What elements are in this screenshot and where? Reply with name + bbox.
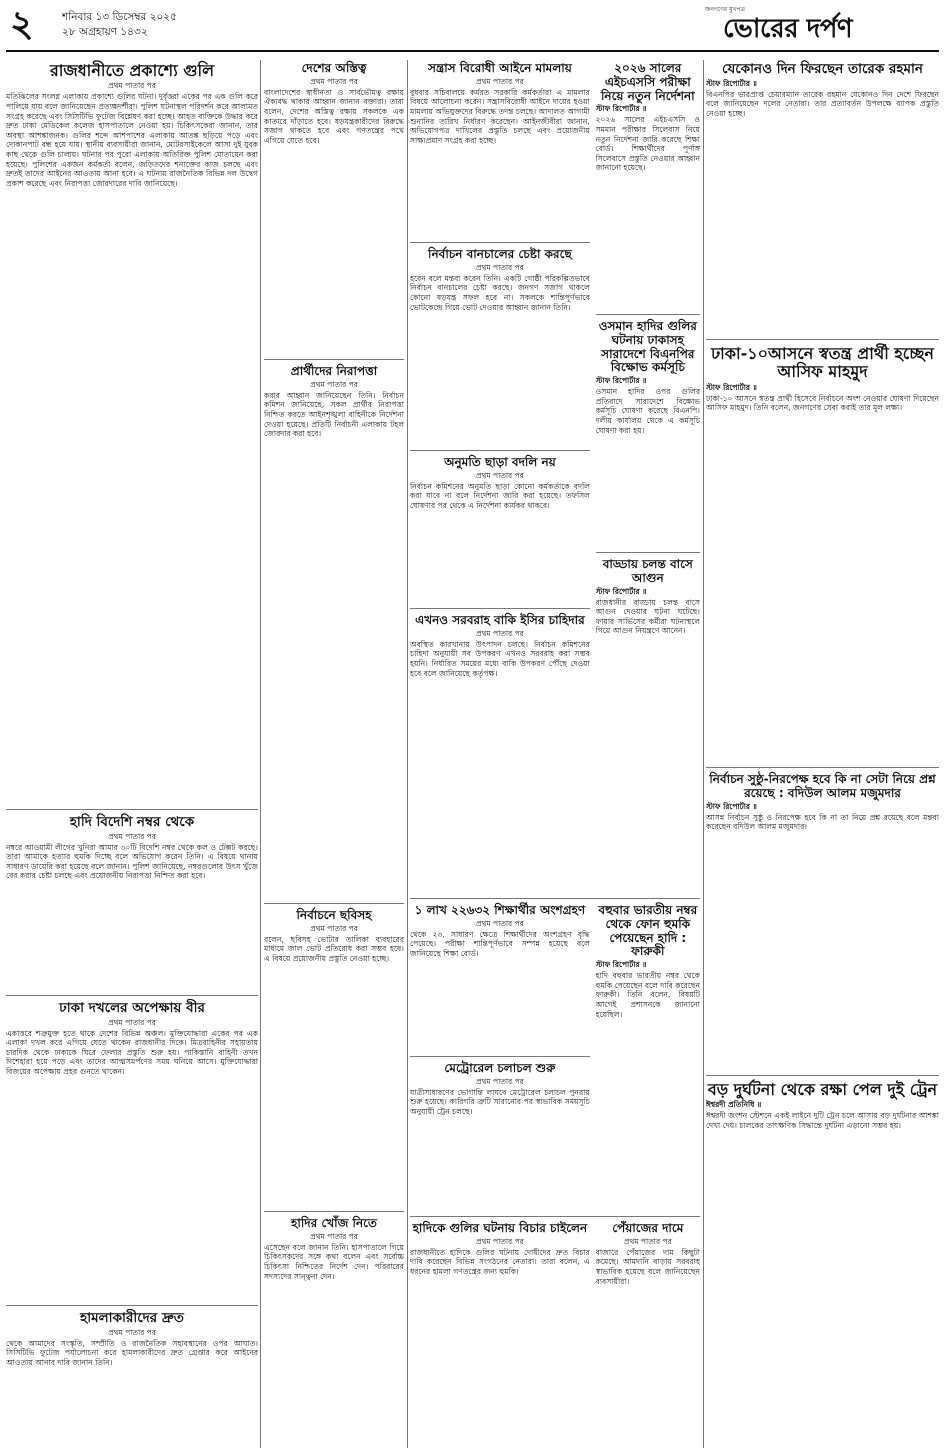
separator <box>410 1056 590 1057</box>
column-3-bottom-split <box>410 1220 700 1374</box>
byline: প্রথম পাতার পর <box>475 1076 524 1086</box>
separator <box>596 314 700 315</box>
headline: ঢাকা দখলের অপেক্ষায় বীর <box>59 1000 205 1016</box>
story-metrorail <box>410 1060 590 1210</box>
story-body: রাজধানীতে হাদিকে গুলির ঘটনায় দোষীদের দ্রুত বিচার দাবি করেছেন বিভিন্ন সংগঠনের নেতারা। তারা বলেন, এ ধরনের হামলা গণতন্ত্রের জন্য হুমকি। <box>410 1247 590 1276</box>
headline: প্রার্থীদের নিরাপত্তা <box>290 364 378 378</box>
story-country-existence <box>264 60 404 355</box>
story-body: একাত্তরে শত্রুমুক্ত হতে থাকে দেশের বিভিন্ন অঞ্চল। মুক্তিযোদ্ধারা একের পর এক এলাকা দখল করে এগিয়ে যেতে থাকেন রাজধানীর দিকে। মিত্রবাহিনীর সহায়তায় চারদিক থেকে ঢাকাকে ঘিরে ফেলার প্রস্তুতি শুরু হয়। পাকিস্তানি বাহিনী তখন দিশেহারা হয়ে পড়ে এবং তাদের আত্মসমর্পণের সময় ঘনিয়ে আসে। মুক্তিযোদ্ধারা বিজয়ের অপেক্ষায় প্রহর গুনতে থাকেন। <box>6 1028 258 1076</box>
story-body: বলেন, ছবিসহ ভোটার তালিকা ব্যবহারের মাধ্যমে জাল ভোট প্রতিরোধ করা সম্ভব হবে। এ বিষয়ে প্রয়োজনীয় প্রস্তুতি নেওয়া হচ্ছে। <box>264 934 404 963</box>
headline: বাড্ডায় চলন্ত বাসে আগুন <box>602 557 693 585</box>
byline: প্রথম পাতার পর <box>108 831 156 841</box>
story-body: যাত্রীসাধারণের ভোগান্তি লাঘবে মেট্রোরেল চলাচল পুনরায় শুরু হয়েছে। কারিগরি ত্রুটি সারানোর পর স্বাভাবিক সময়সূচি অনুযায়ী ট্রেন চলছে। <box>410 1087 590 1116</box>
column-3-lower-left <box>410 902 590 1214</box>
column-rule <box>260 60 261 1448</box>
byline: প্রথম পাতার পর <box>623 1236 672 1246</box>
story-body: হবেন বলে মন্তব্য করেন তিনি। একটি গোষ্ঠী পরিকল্পিতভাবে নির্বাচন বানচালের চেষ্টা করছে। জনগণ সজাগ থাকলে কোনো ষড়যন্ত্র সফল হবে না। সকলকে শান্তিপূর্ণভাবে ভোটকেন্দ্রে গিয়ে ভোট দেওয়ার আহ্বান জানান তিনি। <box>410 273 590 312</box>
column-3-lower-right <box>596 902 700 1214</box>
separator <box>596 552 700 553</box>
separator <box>264 1211 404 1212</box>
headline: হাদিকে গুলির ঘটনায় বিচার চাইলেন <box>412 1221 588 1235</box>
separator <box>264 903 404 904</box>
story-bnp-protest <box>596 318 700 548</box>
story-body: এসেছেন বলে জানান তিনি। হাসপাতালে গিয়ে চিকিৎসকদের সঙ্গে কথা বলেন এবং সর্বোচ্চ চিকিৎসা নিশ্চিতের নির্দেশ দেন। পরিবারের সদস্যদের সান্ত্বনা দেন। <box>264 1242 404 1281</box>
separator <box>264 359 404 360</box>
separator <box>706 1075 939 1076</box>
headline: ঢাকা-১০আসনে স্বতন্ত্র প্রার্থী হচ্ছেন আসিফ মাহমুদ <box>711 344 934 382</box>
headline: ১ লাখ ২২৬৩২ শিক্ষার্থীর অংশগ্রহণ <box>414 903 586 917</box>
headline: নির্বাচনে ছবিসহ <box>296 908 372 922</box>
headline: বড় দুর্ঘটনা থেকে রক্ষা পেল দুই ট্রেন <box>707 1080 938 1099</box>
story-body: বাংলাদেশের স্বাধীনতা ও সার্বভৌমত্ব রক্ষায় ঐক্যবদ্ধ থাকার আহ্বান জানান বক্তারা। তারা বলেন, দেশের অস্তিত্ব রক্ষায় সকলকে এক কাতারে দাঁড়াতে হবে। ষড়যন্ত্রকারীদের বিরুদ্ধে সজাগ থাকতে হবে এবং গণতন্ত্রের পথে এগিয়ে যেতে হবে। <box>264 87 404 145</box>
headline: অনুমতি ছাড়া বদলি নয় <box>444 455 556 469</box>
story-body: বিএনপির ভারপ্রাপ্ত চেয়ারম্যান তারেক রহমান যেকোনও দিন দেশে ফিরছেন বলে জানিয়েছেন দলের নেতারা। তার প্রত্যাবর্তন উপলক্ষে ব্যাপক প্রস্তুতি নেওয়া হচ্ছে। <box>706 89 939 118</box>
story-asif-mahmud <box>706 343 939 763</box>
separator <box>410 1216 700 1217</box>
byline: প্রথম পাতার পর <box>475 262 524 272</box>
story-body: নির্বাচন কমিশনের অনুমতি ছাড়া কোনো কর্মকর্তাকে বদলি করা যাবে না বলে নির্দেশনা জারি করা হয়েছে। তফসিল ঘোষণার পর থেকে এ নির্দেশনা কার্যকর থাকবে। <box>410 481 590 510</box>
story-students-participation <box>410 902 590 1052</box>
story-body: ২০২৬ সালের এইচএসসি ও সমমান পরীক্ষার সিলেবাস নিয়ে নতুন নির্দেশনা জারি করেছে শিক্ষা বোর্ড। শিক্ষার্থীদের পূর্ণাঙ্গ সিলেবাসে প্রস্তুতি নেওয়ার আহ্বান জানানো হয়েছে। <box>595 115 700 173</box>
story-photo-voter-list <box>264 907 404 1207</box>
story-rajdhani-gunshot <box>6 60 258 805</box>
story-hadi-justice <box>410 1220 590 1370</box>
separator <box>410 608 590 609</box>
separator <box>6 995 258 996</box>
newspaper-logo <box>705 6 923 46</box>
headline: নির্বাচন বানচালের চেষ্টা করছে <box>428 247 572 261</box>
separator <box>410 450 590 451</box>
story-ec-supply <box>410 612 590 892</box>
date-line-english: শনিবার ১৩ ডিসেম্বর ২০২৫ <box>62 11 177 23</box>
headline: সন্ত্রাস বিরোধী আইনে মামলায় <box>427 61 572 75</box>
story-body: ঢাকা-১০ আসনে স্বতন্ত্র প্রার্থী হিসেবে নির্বাচনে অংশ নেওয়ার ঘোষণা দিয়েছেন আসিফ মাহমুদ। তিনি বলেন, জনগণের সেবা করাই তার মূল লক্ষ্য। <box>706 393 939 413</box>
story-body: থেকে ২৩, সাধারণ ক্ষেত্রে শিক্ষার্থীদের অংশগ্রহণ বৃদ্ধি পেয়েছে। পরীক্ষা শান্তিপূর্ণভাবে সম্পন্ন হয়েছে বলে জানিয়েছে শিক্ষা বোর্ড। <box>410 929 590 958</box>
byline: স্টাফ রিপোর্টার ॥ <box>595 960 647 970</box>
story-body: অবস্থিত কারখানায় উৎপাদন চলছে। নির্বাচন কমিশনের চাহিদা অনুযায়ী সব উপকরণ এখনও সরবরাহ করা সম্ভব হয়নি। নির্ধারিত সময়ের মধ্যে বাকি উপকরণ পৌঁছে দেওয়া হবে বলে জানিয়েছে কর্তৃপক্ষ। <box>410 639 590 678</box>
story-hadi-foreign-number <box>6 813 258 991</box>
story-hsc-2026 <box>596 60 700 310</box>
story-badiul-alam <box>706 771 939 1071</box>
story-onion-price <box>596 1220 700 1370</box>
byline: প্রথম পাতার পর <box>310 1231 358 1241</box>
byline: স্টাফ রিপোর্টার ॥ <box>595 586 647 596</box>
story-body: বাজারে পেঁয়াজের দাম কিছুটা কমেছে। আমদানি বাড়ায় সরবরাহ স্বাভাবিক হয়েছে বলে জানিয়েছেন ব্যবসায়ীরা। <box>595 1247 700 1286</box>
masthead <box>0 0 945 56</box>
byline: প্রথম পাতার পর <box>475 76 524 86</box>
masthead-rule <box>6 50 939 52</box>
story-dhaka-capture <box>6 999 258 1301</box>
headline: পেঁয়াজের দামে <box>612 1221 684 1235</box>
story-election-sabotage <box>410 246 590 446</box>
column-rule <box>703 60 704 1448</box>
headline: বহুবার ভারতীয় নম্বর থেকে ফোন হুমকি পেয়েছেন হাদি : ফারুকী <box>598 903 698 959</box>
story-hadi-checkup <box>264 1215 404 1435</box>
headline: যেকোনও দিন ফিরছেন তারেক রহমান <box>722 61 923 77</box>
story-candidate-security <box>264 363 404 899</box>
story-body: ওসমান হাদির ওপর গুলির প্রতিবাদে সারাদেশে বিক্ষোভ কর্মসূচি ঘোষণা করেছে বিএনপি। দলীয় কার্যালয় থেকে এ কর্মসূচি ঘোষণা করা হয়। <box>595 387 700 435</box>
story-no-transfer <box>410 454 590 604</box>
byline: প্রথম পাতার পর <box>475 1236 524 1246</box>
byline: প্রথম পাতার পর <box>108 1017 156 1027</box>
headline: ওসমান হাদির গুলির ঘটনায় ঢাকাসহ সারাদেশে বিএনপির বিক্ষোভ কর্মসূচি <box>598 319 697 375</box>
byline: প্রথম পাতার পর <box>475 470 524 480</box>
column-rule <box>407 60 408 1448</box>
separator <box>410 898 700 899</box>
story-body: বুধবার সচিবালয়ে কর্মরত সরকারি কর্মকর্তারা এ মামলার বিষয়ে আলোচনা করেন। সন্ত্রাসবিরোধী আইনে দায়ের হওয়া মামলায় অভিযুক্তদের বিরুদ্ধে তদন্ত চলছে। আদালত আগামী শুনানির তারিখ নির্ধারণ করেছেন। আইনজীবীরা জানান, অভিযোগপত্র দাখিলের প্রস্তুতি চলছে এবং প্রয়োজনীয় সাক্ষ্যপ্রমাণ সংগ্রহ করা হচ্ছে। <box>410 87 590 145</box>
headline: নির্বাচন সুষ্ঠু-নিরপেক্ষ হবে কি না সেটা নিয়ে প্রশ্ন রয়েছে : বদিউল আলম মজুমদার <box>709 772 936 800</box>
column-3-bottom-left <box>410 1220 590 1374</box>
byline: প্রথম পাতার পর <box>310 76 358 86</box>
separator <box>6 809 258 810</box>
byline: প্রথম পাতার পর <box>310 379 358 389</box>
byline: প্রথম পাতার পর <box>108 81 156 91</box>
story-body: থেকে আমাদের সংস্কৃতি, সম্প্রীতি ও রাজনৈতিক সহাবস্থানের ওপর আঘাত। সিসিটিভি ফুটেজ পর্যালোচনা করে হামলাকারীদের দ্রুত গ্রেপ্তার করে আইনের আওতায় আনার দাবি জানান তিনি। <box>6 1338 258 1367</box>
column-2 <box>264 60 404 1448</box>
column-3-left <box>410 60 590 896</box>
column-3-split <box>410 60 700 896</box>
column-3-right <box>596 60 700 896</box>
headline: ২০২৬ সালের এইচএসসি পরীক্ষা নিয়ে নতুন নির্দেশনা <box>600 61 695 103</box>
byline: স্টাফ রিপোর্টার ॥ <box>595 376 647 386</box>
separator <box>6 1305 258 1306</box>
story-body: নম্বরে আওয়ামী লীগের খুনিরা আমার ৩০টি বিদেশি নম্বর থেকে কল ও টেক্সট করছে। তারা আমাকে হত্যার হুমকি দিচ্ছে বলে অভিযোগ করেন তিনি। এ বিষয়ে থানায় সাধারণ ডায়েরি করা হয়েছে বলে জানান। পুলিশ জানিয়েছে, নম্বরগুলোর উৎস খুঁজে বের করার চেষ্টা চলছে এবং প্রয়োজনীয় নিরাপত্তা নিশ্চিত করা হবে। <box>6 842 258 881</box>
story-tarique-return <box>706 60 939 335</box>
page-number: ২ <box>10 3 34 45</box>
column-4 <box>706 60 939 1448</box>
story-body: রাজধানীর বাড্ডায় চলন্ত বাসে আগুন দেওয়ার ঘটনা ঘটেছে। ফায়ার সার্ভিসের কর্মীরা ঘটনাস্থলে গিয়ে আগুন নিয়ন্ত্রণে আনেন। <box>595 597 700 636</box>
headline: হাদির খোঁজ নিতে <box>291 1216 377 1230</box>
byline: প্রথম পাতার পর <box>108 1327 156 1337</box>
separator <box>410 242 590 243</box>
story-body: মতিঝিলের সংলগ্ন এলাকায় প্রকাশ্যে গুলির ঘটনা। দুর্বৃত্তরা একের পর এক গুলি করে পালিয়ে যায় বলে জানিয়েছেন প্রত্যক্ষদর্শীরা। পুলিশ ঘটনাস্থল পরিদর্শন করে আলামত সংগ্রহ করেছে এবং সিসিটিভি ফুটেজ বিশ্লেষণ করা হচ্ছে। আহত ব্যক্তিকে উদ্ধার করে দ্রুত ঢাকা মেডিকেল কলেজ হাসপাতালে নেওয়া হয়। চিকিৎসকেরা জানান, তার অবস্থা আশঙ্কাজনক। গুলির শব্দে আশপাশের এলাকায় আতঙ্ক ছড়িয়ে পড়ে এবং দোকানপাট বন্ধ হয়ে যায়। স্থানীয় ব্যবসায়ীরা জানান, মোটরসাইকেলে আসা দুই যুবক কাছ থেকে গুলি চালায়। ঘটনার পর পুরো এলাকায় অতিরিক্ত পুলিশ মোতায়েন করা হয়েছে। পুলিশের একজন কর্মকর্তা বলেন, জড়িতদের শনাক্তের কাজ চলছে এবং দ্রুতই তাদের আইনের আওতায় আনা হবে। এ ঘটনায় রাজনৈতিক বিভিন্ন দল উদ্বেগ প্রকাশ করেছে এবং নিরাপত্তা জোরদারের দাবি জানিয়েছে। <box>6 92 258 188</box>
column-3-lower-split <box>410 902 700 1214</box>
byline: প্রথম পাতার পর <box>475 628 524 638</box>
separator <box>706 767 939 768</box>
headline: রাজধানীতে প্রকাশ্যে গুলি <box>49 61 215 80</box>
story-anti-terror-case <box>410 60 590 238</box>
headline: হাদি বিদেশি নম্বর থেকে <box>69 814 195 830</box>
story-body: ঈশ্বরদী জংশন স্টেশনে একই লাইনে দুটি ট্রেন চলে আসায় বড় দুর্ঘটনার আশঙ্কা দেখা দেয়। চালকের তাৎক্ষণিক সিদ্ধান্তে দুর্ঘটনা এড়ানো সম্ভব হয়। <box>706 1111 939 1130</box>
story-body: আসন্ন নির্বাচন সুষ্ঠু ও নিরপেক্ষ হবে কি না তা নিয়ে প্রশ্ন রয়েছে বলে মন্তব্য করেছেন বদিউল আলম মজুমদার। <box>706 812 939 832</box>
column-3-bottom-right <box>596 1220 700 1374</box>
headline: মেট্রোরেল চলাচল শুরু <box>444 1061 556 1075</box>
byline: স্টাফ রিপোর্টার ॥ <box>706 382 757 392</box>
column-1 <box>6 60 258 1448</box>
story-indian-number-threat <box>596 902 700 1202</box>
byline: স্টাফ রিপোর্টার ॥ <box>595 104 647 114</box>
separator <box>706 339 939 340</box>
byline: স্টাফ রিপোর্টার ॥ <box>706 801 757 811</box>
headline: এখনও সরবরাহ বাকি ইসির চাহিদার <box>415 613 585 627</box>
headline: দেশের অস্তিত্ব <box>301 61 367 75</box>
date-line-bangla: ২৮ অগ্রহায়ণ ১৪৩২ <box>62 26 148 38</box>
story-attackers-quickly <box>6 1309 258 1409</box>
byline: ঈশ্বরদী প্রতিনিধি ॥ <box>706 1100 762 1110</box>
headline: হামলাকারীদের দ্রুত <box>80 1310 184 1326</box>
story-two-trains <box>706 1079 939 1439</box>
story-body: করার আহ্বান জানিয়েছেন তিনি। নির্বাচন কমিশন জানিয়েছে, সকল প্রার্থীর নিরাপত্তা নিশ্চিত করতে আইনশৃঙ্খলা বাহিনীকে নির্দেশনা দেওয়া হয়েছে। প্রতিটি নির্বাচনী এলাকায় টহল জোরদার করা হবে। <box>264 390 404 439</box>
byline: প্রথম পাতার পর <box>475 918 524 928</box>
date-block <box>62 10 177 40</box>
column-3 <box>410 60 700 1448</box>
byline: প্রথম পাতার পর <box>310 923 358 933</box>
story-badda-bus-fire <box>596 556 700 676</box>
logo-name: ভোরের দর্পণ <box>723 14 853 44</box>
story-body: হাদি বহুবার ভারতীয় নম্বর থেকে হুমকি পেয়েছেন বলে দাবি করেছেন ফারুকী। তিনি বলেন, বিষয়টি আগেই প্রশাসনকে জানানো হয়েছিল। <box>595 971 700 1019</box>
logo-tagline: জনগণের মুখপত্র <box>705 6 745 13</box>
byline: স্টাফ রিপোর্টার ॥ <box>706 78 757 88</box>
